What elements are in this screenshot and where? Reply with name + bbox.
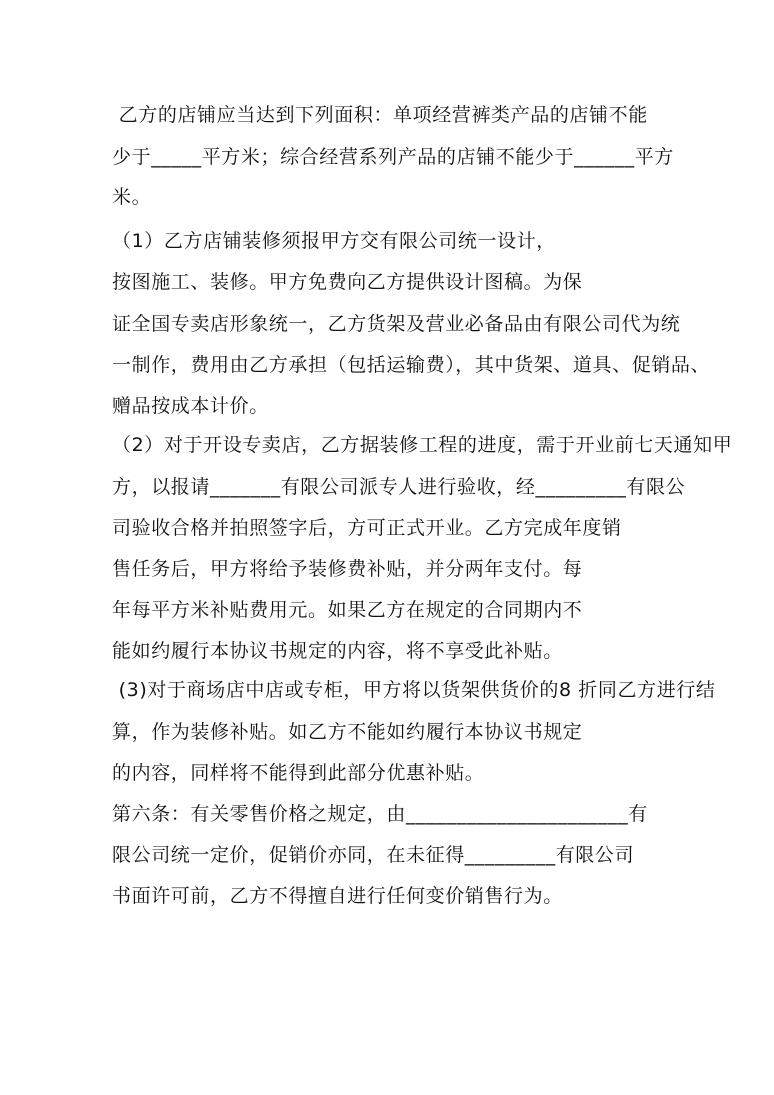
text-line: 限公司统一定价，促销价亦同，在未征得_________有限公司 bbox=[112, 844, 635, 866]
text-line: 第六条：有关零售价格之规定，由______________________有 bbox=[112, 803, 648, 825]
text-line: 米。 bbox=[112, 186, 152, 208]
text-line: 乙方的店铺应当达到下列面积：单项经营裤类产品的店铺不能 bbox=[112, 104, 648, 126]
text-line: 算，作为装修补贴。如乙方不能如约履行本协议书规定 bbox=[112, 721, 583, 743]
text-line: 能如约履行本协议书规定的内容，将不享受此补贴。 bbox=[112, 640, 563, 662]
text-line: 年每平方米补贴费用元。如果乙方在规定的合同期内不 bbox=[112, 599, 583, 621]
text-line: 司验收合格并拍照签字后，方可正式开业。乙方完成年度销 bbox=[112, 517, 622, 539]
text-line: 的内容，同样将不能得到此部分优惠补贴。 bbox=[112, 762, 485, 784]
text-line: 售任务后，甲方将给予装修费补贴，并分两年支付。每 bbox=[112, 558, 583, 580]
text-line: 书面许可前，乙方不得擅自进行任何变价销售行为。 bbox=[112, 885, 563, 907]
text-line: 赠品按成本计价。 bbox=[112, 395, 269, 417]
text-line: 一制作，费用由乙方承担（包括运输费），其中货架、道具、促销品、 bbox=[112, 354, 711, 376]
text-line: (3)对于商场店中店或专柜，甲方将以货架供货价的8 折同乙方进行结 bbox=[112, 679, 716, 701]
text-line: （1）乙方店铺装修须报甲方交有限公司统一设计， bbox=[112, 230, 556, 252]
text-line: 按图施工、装修。甲方免费向乙方提供设计图稿。为保 bbox=[112, 271, 583, 293]
text-line: 证全国专卖店形象统一，乙方货架及营业必备品由有限公司代为统 bbox=[112, 313, 681, 335]
text-line: 少于_____平方米；综合经营系列产品的店铺不能少于______平方 bbox=[112, 146, 674, 168]
text-line: 方，以报请_______有限公司派专人进行验收，经_________有限公 bbox=[112, 476, 686, 498]
text-line: （2）对于开设专卖店，乙方据装修工程的进度，需于开业前七天通知甲 bbox=[112, 434, 733, 456]
